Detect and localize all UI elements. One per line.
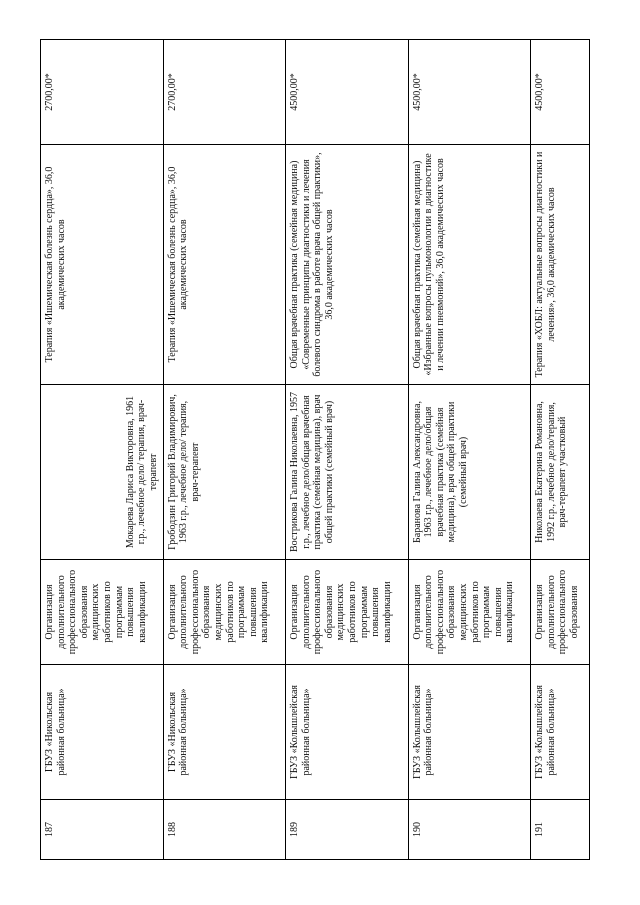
service-type-cell: Организация дополнительного профессионального образования медицинских работников по программам повышения квалификации: [41, 560, 164, 665]
rotated-table-wrapper: [40, 40, 590, 860]
service-type-cell: Организация дополнительного профессионального образования медицинских работников по программам повышения квалификации: [163, 560, 286, 665]
program-cell: Терапия «ХОБЛ: актуальные вопросы диагностики и лечения», 36,0 академических часов: [531, 145, 590, 385]
program-cell: Общая врачебная практика (семейная медицина) «Современные принципы диагностики и лечения болевого синдрома в работе врача общей практики», 36,0 академических часов: [286, 145, 409, 385]
document-page: [40, 40, 590, 860]
table-row: [408, 40, 531, 860]
price-cell: 2700,00*: [163, 40, 286, 145]
person-cell: Мокарева Лариса Викторовна, 1961 г.р., лечебное дело/ терапия, врач-терапевт: [41, 385, 164, 560]
price-cell: 4500,00*: [408, 40, 531, 145]
program-cell: Терапия «Ишемическая болезнь сердца», 36,0 академических часов: [163, 145, 286, 385]
row-number-cell: 190: [408, 800, 531, 860]
table-row: [163, 40, 286, 860]
person-cell: Баранова Галина Александровна, 1963 г.р., лечебное дело/общая врачебная практика (семейная медицина), врач общей практики (семейный врач): [408, 385, 531, 560]
organization-cell: ГБУЗ «Колышлейская районная больница»: [408, 665, 531, 800]
register-table: [40, 39, 590, 860]
organization-cell: ГБУЗ «Никольская районная больница»: [163, 665, 286, 800]
row-number-cell: 191: [531, 800, 590, 860]
service-type-cell: Организация дополнительного профессионального образования медицинских работников по программам повышения квалификации: [286, 560, 409, 665]
row-number-cell: 189: [286, 800, 409, 860]
program-cell: Терапия «Ишемическая болезнь сердца», 36,0 академических часов: [41, 145, 164, 385]
organization-cell: ГБУЗ «Колышлейская районная больница»: [286, 665, 409, 800]
service-type-cell: Организация дополнительного профессионального образования: [531, 560, 590, 665]
person-cell: Николаева Екатерина Романовна, 1992 г.р., лечебное дело/терапия, врач-терапевт участковый: [531, 385, 590, 560]
organization-cell: ГБУЗ «Колышлейская районная больница»: [531, 665, 590, 800]
person-cell: Грободзин Григорий Владимирович, 1963 г.р., лечебное дело/ терапия, врач-терапевт: [163, 385, 286, 560]
table-row: [41, 40, 164, 860]
price-cell: 4500,00*: [286, 40, 409, 145]
row-number-cell: 188: [163, 800, 286, 860]
price-cell: 4500,00*: [531, 40, 590, 145]
service-type-cell: Организация дополнительного профессионального образования медицинских работников по программам повышения квалификации: [408, 560, 531, 665]
program-cell: Общая врачебная практика (семейная медицина) «Избранные вопросы пульмонологии в диагностике и лечении пневмоний», 36,0 академических часов: [408, 145, 531, 385]
organization-cell: ГБУЗ «Никольская районная больница»: [41, 665, 164, 800]
row-number-cell: 187: [41, 800, 164, 860]
table-row: [286, 40, 409, 860]
table-row: [531, 40, 590, 860]
price-cell: 2700,00*: [41, 40, 164, 145]
person-cell: Вострикова Галина Николаевна, 1957 г.р., лечебное дело/общая врачебная практика (семейная медицина), врач общей практики (семейный врач): [286, 385, 409, 560]
